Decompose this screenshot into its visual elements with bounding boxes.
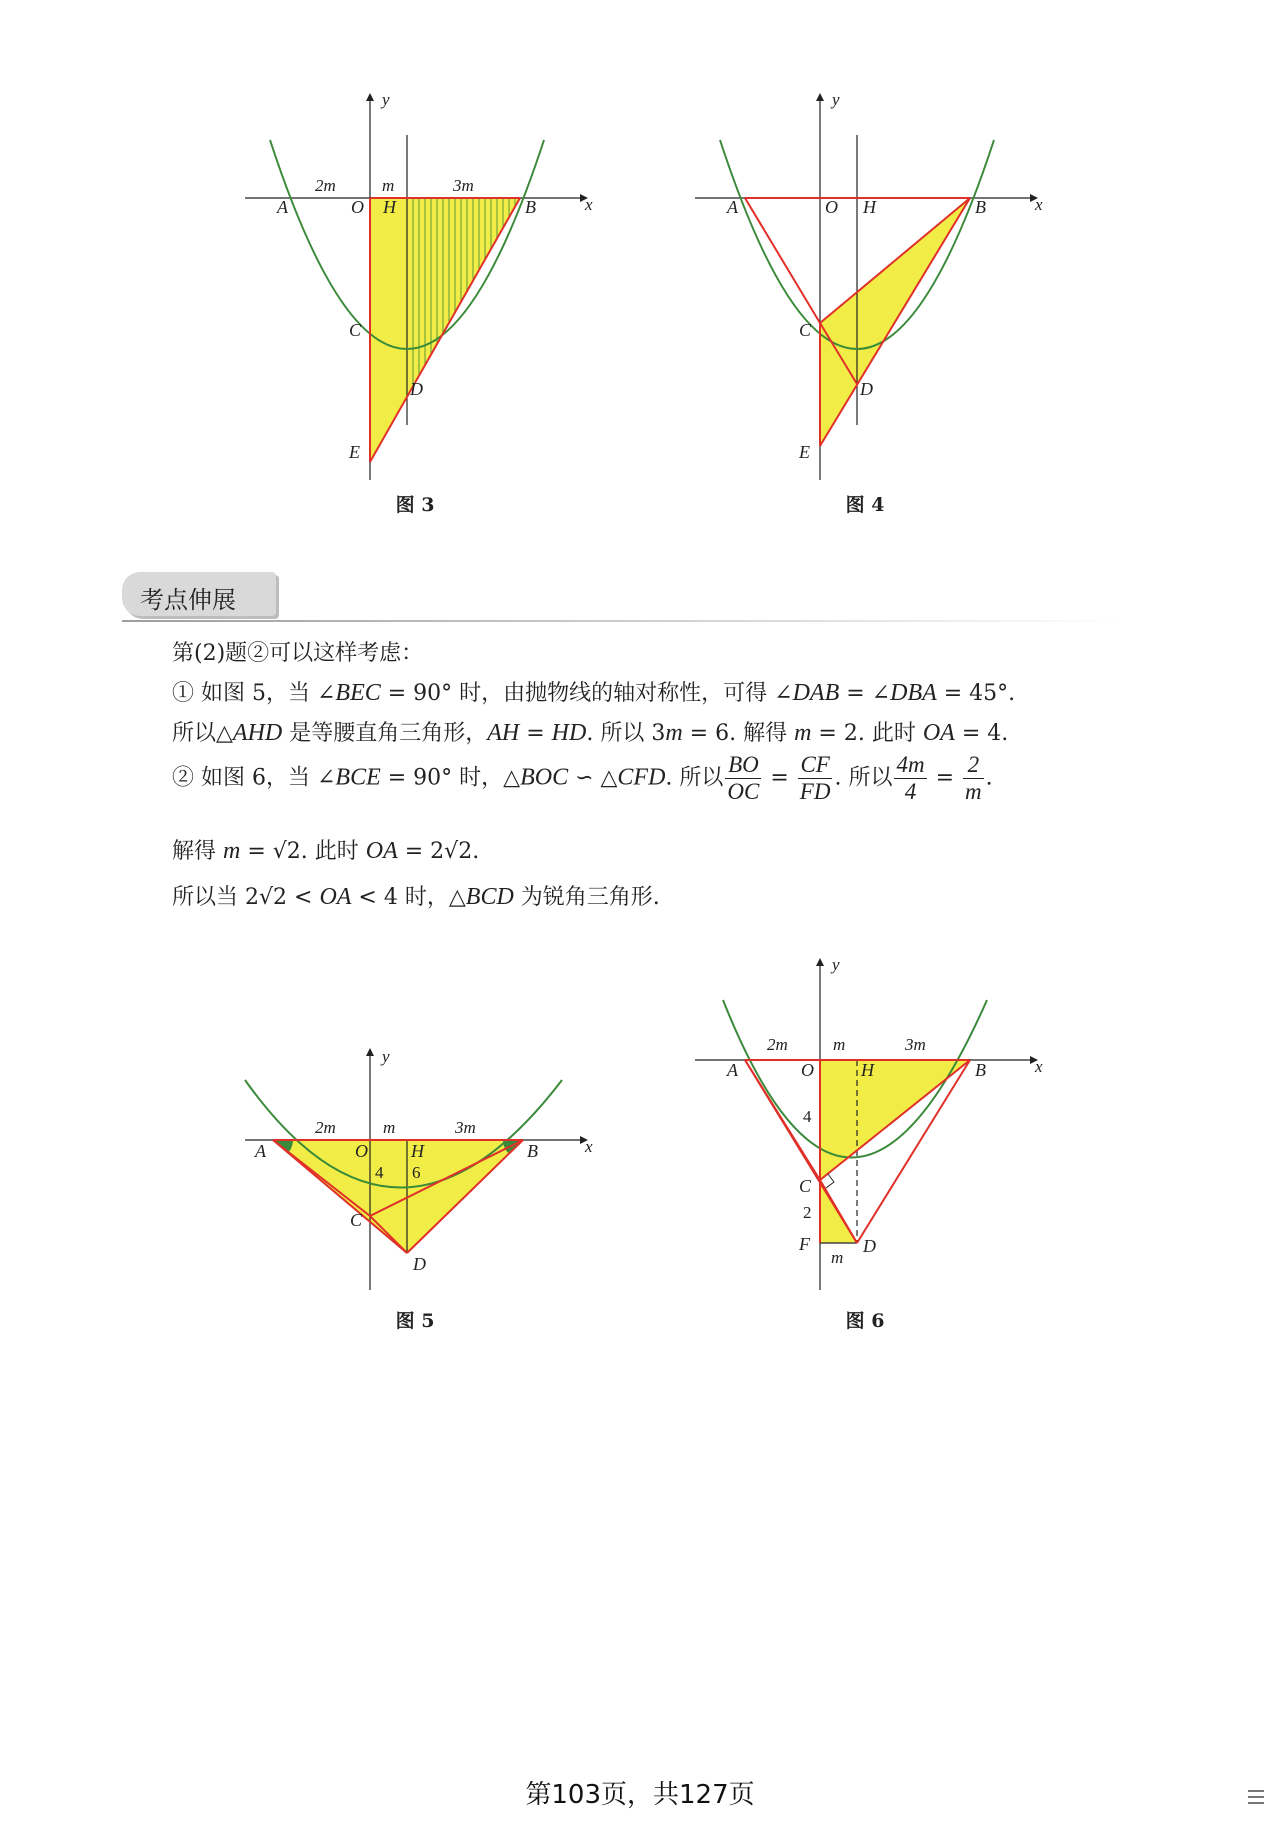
- page-footer: 第103页，共127页: [525, 1780, 755, 1810]
- label-y: y: [832, 955, 840, 974]
- right-angle-mark: [826, 1174, 834, 1188]
- label-A: A: [277, 197, 288, 217]
- figure-3: [245, 90, 593, 480]
- figure-3-caption: 图 3: [395, 494, 435, 516]
- label-O: O: [801, 1060, 814, 1080]
- section-divider: [122, 620, 1122, 622]
- label-y: y: [382, 90, 390, 109]
- label-2m: 2m: [315, 1118, 336, 1137]
- figure-6-caption: 图 6: [845, 1310, 885, 1332]
- figure-5-caption: 图 5: [395, 1310, 435, 1332]
- label-C: C: [799, 320, 812, 340]
- label-6: 6: [412, 1163, 421, 1182]
- y-axis-arrow-icon: [816, 93, 824, 101]
- figure-6-diagram: [695, 955, 1043, 1300]
- label-C: C: [349, 320, 362, 340]
- segment-AC: [745, 198, 820, 323]
- fraction-2-m: $\frac{2}{m}$: [965, 752, 982, 804]
- figure-5: [245, 1040, 593, 1300]
- label-D: D: [863, 1236, 876, 1256]
- paragraph-4: 解得 m = √2. 此时 OA = 2√2.: [172, 838, 480, 864]
- paragraph-1: ① 如图 5，当 ∠BEC = 90° 时，由抛物线的轴对称性，可得 ∠DAB = ∠DBA = 45°.: [172, 680, 1016, 706]
- label-D: D: [860, 379, 873, 399]
- label-F: F: [799, 1234, 810, 1254]
- y-axis-arrow-icon: [366, 93, 374, 101]
- label-x: x: [1035, 195, 1043, 214]
- fraction-4m-4: $\frac{4m}{4}$: [896, 752, 925, 804]
- paragraph-2: 所以△AHD 是等腰直角三角形，AH = HD. 所以 3m = 6. 解得 m = 2. 此时 OA = 4.: [172, 720, 1009, 746]
- fraction-CF-FD: $\frac{CF}{FD}$: [799, 752, 831, 804]
- label-2m: 2m: [315, 176, 336, 195]
- label-O: O: [355, 1141, 368, 1161]
- label-H: H: [861, 1060, 874, 1080]
- label-C: C: [799, 1176, 812, 1196]
- section-header: [122, 572, 282, 620]
- label-4: 4: [803, 1107, 812, 1126]
- label-3m: 3m: [905, 1035, 926, 1054]
- label-B: B: [525, 197, 536, 217]
- label-m-FD: m: [831, 1248, 844, 1267]
- label-2: 2: [803, 1203, 812, 1222]
- label-x: x: [1035, 1057, 1043, 1076]
- label-2m: 2m: [767, 1035, 788, 1054]
- label-x: x: [585, 195, 593, 214]
- label-x: x: [585, 1137, 593, 1156]
- label-A: A: [255, 1141, 266, 1161]
- y-axis-arrow-icon: [366, 1048, 374, 1056]
- label-O: O: [825, 197, 838, 217]
- intro-line: 第(2)题②可以这样考虑：: [172, 641, 424, 666]
- paragraph-3: ② 如图 6，当 ∠BCE = 90° 时，△BOC ∽ △CFD. 所以 $\frac{BO}{OC}$ = $\frac{CF}{FD}$ . 所以 $\frac{4m}{4}$ = $\frac{2}{m}$ .: [172, 752, 993, 804]
- label-B: B: [527, 1141, 538, 1161]
- figure-6: [695, 955, 1043, 1300]
- label-4: 4: [375, 1163, 384, 1182]
- menu-lines-icon[interactable]: [1248, 1790, 1264, 1808]
- label-H: H: [863, 197, 876, 217]
- label-m: m: [382, 176, 395, 195]
- section-title: 考点伸展: [140, 586, 236, 614]
- figure-5-diagram: [245, 1040, 593, 1300]
- label-y: y: [832, 90, 840, 109]
- paragraph-5: 所以当 2√2 < OA < 4 时，△BCD 为锐角三角形.: [172, 884, 660, 910]
- label-m: m: [383, 1118, 396, 1137]
- figure-4-caption: 图 4: [845, 494, 885, 516]
- label-D: D: [410, 379, 423, 399]
- label-3m: 3m: [455, 1118, 476, 1137]
- label-3m: 3m: [453, 176, 474, 195]
- figure-3-diagram: [245, 90, 593, 480]
- triangle-BCD-fill: [820, 198, 970, 384]
- y-axis-arrow-icon: [816, 958, 824, 966]
- label-H: H: [383, 197, 396, 217]
- figure-4: [695, 90, 1043, 480]
- label-y: y: [382, 1047, 390, 1066]
- label-m: m: [833, 1035, 846, 1054]
- fraction-BO-OC: $\frac{BO}{OC}$: [727, 752, 760, 804]
- label-C: C: [350, 1210, 363, 1230]
- label-A: A: [727, 197, 738, 217]
- label-D: D: [413, 1254, 426, 1274]
- label-E: E: [799, 442, 810, 462]
- label-O: O: [351, 197, 364, 217]
- label-H: H: [411, 1141, 424, 1161]
- label-B: B: [975, 197, 986, 217]
- label-B: B: [975, 1060, 986, 1080]
- label-E: E: [349, 442, 360, 462]
- label-A: A: [727, 1060, 738, 1080]
- figure-4-diagram: [695, 90, 1043, 480]
